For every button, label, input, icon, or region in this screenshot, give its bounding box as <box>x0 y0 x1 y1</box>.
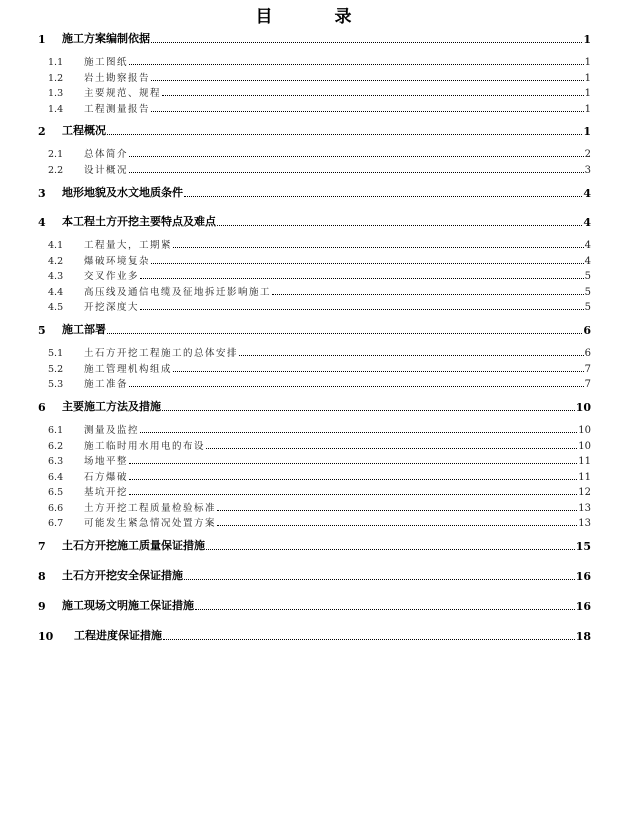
dot-leader <box>239 354 584 356</box>
dot-leader <box>129 493 577 495</box>
section-number: 4.1 <box>48 240 64 251</box>
section-title: 开挖深度大 <box>84 302 140 313</box>
section-number: 5.3 <box>48 379 64 390</box>
section-title: 土石方开挖工程施工的总体安排 <box>84 348 239 359</box>
chapter-page-number: 18 <box>575 630 591 643</box>
section-title: 测量及监控 <box>84 425 140 436</box>
section-title: 基坑开挖 <box>84 487 129 498</box>
toc-chapter-entry[interactable] <box>38 31 591 46</box>
section-page-number: 13 <box>578 518 591 529</box>
toc-chapter-entry[interactable] <box>38 538 591 553</box>
toc-section-entry[interactable] <box>38 69 591 84</box>
section-title: 施工图纸 <box>84 57 129 68</box>
chapter-number: 2 <box>38 125 46 138</box>
section-page-number: 5 <box>584 302 591 313</box>
section-number: 5.1 <box>48 348 64 359</box>
toc-section-entry[interactable] <box>38 344 591 359</box>
chapter-page-number: 10 <box>575 401 591 414</box>
toc-section-entry[interactable] <box>38 468 591 483</box>
dot-leader <box>129 478 577 480</box>
chapter-number: 9 <box>38 600 46 613</box>
dot-leader <box>206 447 577 449</box>
dot-leader <box>129 385 584 387</box>
section-title: 工程量大，工期紧 <box>84 240 173 251</box>
section-title: 土方开挖工程质量检验标准 <box>84 502 217 514</box>
dot-leader <box>162 409 575 411</box>
section-number: 2.2 <box>48 164 64 176</box>
section-page-number: 13 <box>578 502 591 514</box>
section-number: 1.1 <box>48 57 64 68</box>
section-title: 爆破环境复杂 <box>84 255 151 267</box>
dot-leader <box>173 246 584 248</box>
section-title: 石方爆破 <box>84 471 129 483</box>
chapter-number: 4 <box>38 216 46 229</box>
dot-leader <box>206 548 575 550</box>
section-number: 6.7 <box>48 518 64 529</box>
section-page-number: 2 <box>584 149 591 160</box>
dot-leader <box>151 110 584 112</box>
section-title: 设计概况 <box>84 164 129 176</box>
chapter-title: 工程进度保证措施 <box>74 629 162 642</box>
toc-section-entry[interactable] <box>38 53 591 68</box>
dot-leader <box>151 41 582 43</box>
toc-section-entry[interactable] <box>38 452 591 467</box>
toc-chapter-entry[interactable] <box>38 628 591 643</box>
toc-section-entry[interactable] <box>38 483 591 498</box>
toc-chapter-entry[interactable] <box>38 322 591 337</box>
dot-leader <box>184 195 582 197</box>
dot-leader <box>129 171 584 173</box>
section-number: 2.1 <box>48 149 64 160</box>
chapter-title: 主要施工方法及措施 <box>62 400 161 413</box>
section-number: 6.6 <box>48 502 64 514</box>
section-title: 施工准备 <box>84 379 129 390</box>
section-number: 4.3 <box>48 271 64 282</box>
section-page-number: 1 <box>584 57 591 68</box>
section-title: 施工临时用水用电的布设 <box>84 440 206 452</box>
chapter-page-number: 16 <box>575 570 591 583</box>
toc-section-entry[interactable] <box>38 375 591 390</box>
chapter-title: 土石方开挖施工质量保证措施 <box>62 539 205 552</box>
section-title: 可能发生紧急情况处置方案 <box>84 518 217 529</box>
section-number: 5.2 <box>48 363 64 375</box>
section-page-number: 5 <box>584 271 591 282</box>
dot-leader <box>151 79 584 81</box>
section-number: 1.4 <box>48 103 64 115</box>
section-page-number: 7 <box>584 379 591 390</box>
toc-section-entry[interactable] <box>38 283 591 298</box>
toc-section-entry[interactable] <box>38 252 591 267</box>
section-number: 6.4 <box>48 471 64 483</box>
dot-leader <box>151 262 584 264</box>
section-page-number: 10 <box>578 425 591 436</box>
toc-section-entry[interactable] <box>38 100 591 115</box>
section-page-number: 12 <box>578 487 591 498</box>
dot-leader <box>217 509 577 511</box>
toc-chapter-entry[interactable] <box>38 568 591 583</box>
section-title: 交叉作业多 <box>84 271 140 282</box>
chapter-title: 土石方开挖安全保证措施 <box>62 569 183 582</box>
section-page-number: 7 <box>584 363 591 375</box>
dot-leader <box>184 578 575 580</box>
dot-leader <box>140 277 584 279</box>
section-number: 1.3 <box>48 88 64 99</box>
section-title: 总体简介 <box>84 149 129 160</box>
toc-section-entry[interactable] <box>38 267 591 282</box>
section-title: 场地平整 <box>84 456 129 467</box>
section-page-number: 1 <box>584 72 591 84</box>
dot-leader <box>195 608 575 610</box>
dot-leader <box>162 94 584 96</box>
toc-chapter-entry[interactable] <box>38 123 591 138</box>
toc-section-entry[interactable] <box>38 514 591 529</box>
section-number: 6.2 <box>48 440 64 452</box>
chapter-number: 10 <box>38 630 54 643</box>
section-page-number: 4 <box>584 255 591 267</box>
dot-leader <box>129 462 577 464</box>
section-page-number: 3 <box>584 164 591 176</box>
chapter-number: 5 <box>38 324 46 337</box>
dot-leader <box>173 370 584 372</box>
chapter-number: 1 <box>38 33 46 46</box>
section-page-number: 11 <box>578 471 591 483</box>
section-page-number: 5 <box>584 286 591 298</box>
chapter-page-number: 16 <box>575 600 591 613</box>
chapter-number: 6 <box>38 401 46 414</box>
section-page-number: 10 <box>578 440 591 452</box>
chapter-page-number: 1 <box>583 125 591 138</box>
section-title: 高压线及通信电缆及征地拆迁影响施工 <box>84 286 272 298</box>
chapter-page-number: 6 <box>583 324 591 337</box>
toc-title: 目 录 <box>255 7 380 27</box>
toc-chapter-entry[interactable] <box>38 399 591 414</box>
section-number: 4.4 <box>48 286 64 298</box>
section-title: 工程测量报告 <box>84 103 151 115</box>
section-number: 6.3 <box>48 456 64 467</box>
dot-leader <box>140 431 577 433</box>
toc-chapter-entry[interactable] <box>38 214 591 229</box>
toc-section-entry[interactable] <box>38 421 591 436</box>
section-page-number: 1 <box>584 103 591 115</box>
chapter-title: 施工现场文明施工保证措施 <box>62 599 194 612</box>
section-page-number: 4 <box>584 240 591 251</box>
section-page-number: 1 <box>584 88 591 99</box>
chapter-number: 8 <box>38 570 46 583</box>
dot-leader <box>107 133 582 135</box>
toc-section-entry[interactable] <box>38 499 591 514</box>
toc-section-entry[interactable] <box>38 161 591 176</box>
chapter-page-number: 4 <box>583 187 591 200</box>
dot-leader <box>217 224 582 226</box>
section-number: 6.5 <box>48 487 64 498</box>
chapter-title: 地形地貌及水文地质条件 <box>62 186 183 199</box>
section-number: 6.1 <box>48 425 64 436</box>
toc-chapter-entry[interactable] <box>38 598 591 613</box>
chapter-number: 7 <box>38 540 46 553</box>
chapter-page-number: 4 <box>583 216 591 229</box>
chapter-number: 3 <box>38 187 46 200</box>
toc-section-entry[interactable] <box>38 145 591 160</box>
dot-leader <box>140 308 584 310</box>
chapter-title: 本工程土方开挖主要特点及难点 <box>62 215 216 228</box>
section-page-number: 6 <box>584 348 591 359</box>
section-title: 施工管理机构组成 <box>84 363 173 375</box>
chapter-title: 工程概况 <box>62 124 106 137</box>
chapter-page-number: 1 <box>583 33 591 46</box>
dot-leader <box>272 293 584 295</box>
section-number: 4.2 <box>48 255 64 267</box>
chapter-title: 施工部署 <box>62 323 106 336</box>
section-title: 岩土勘察报告 <box>84 72 151 84</box>
section-title: 主要规范、规程 <box>84 88 162 99</box>
section-number: 4.5 <box>48 302 64 313</box>
toc-chapter-entry[interactable] <box>38 185 591 200</box>
section-number: 1.2 <box>48 72 64 84</box>
dot-leader <box>129 63 584 65</box>
toc-section-entry[interactable] <box>38 437 591 452</box>
dot-leader <box>107 332 582 334</box>
dot-leader <box>129 155 584 157</box>
dot-leader <box>217 524 577 526</box>
chapter-title: 施工方案编制依据 <box>62 32 150 45</box>
toc-section-entry[interactable] <box>38 84 591 99</box>
toc-section-entry[interactable] <box>38 298 591 313</box>
chapter-page-number: 15 <box>575 540 591 553</box>
toc-section-entry[interactable] <box>38 360 591 375</box>
dot-leader <box>163 638 575 640</box>
toc-section-entry[interactable] <box>38 236 591 251</box>
section-page-number: 11 <box>578 456 591 467</box>
